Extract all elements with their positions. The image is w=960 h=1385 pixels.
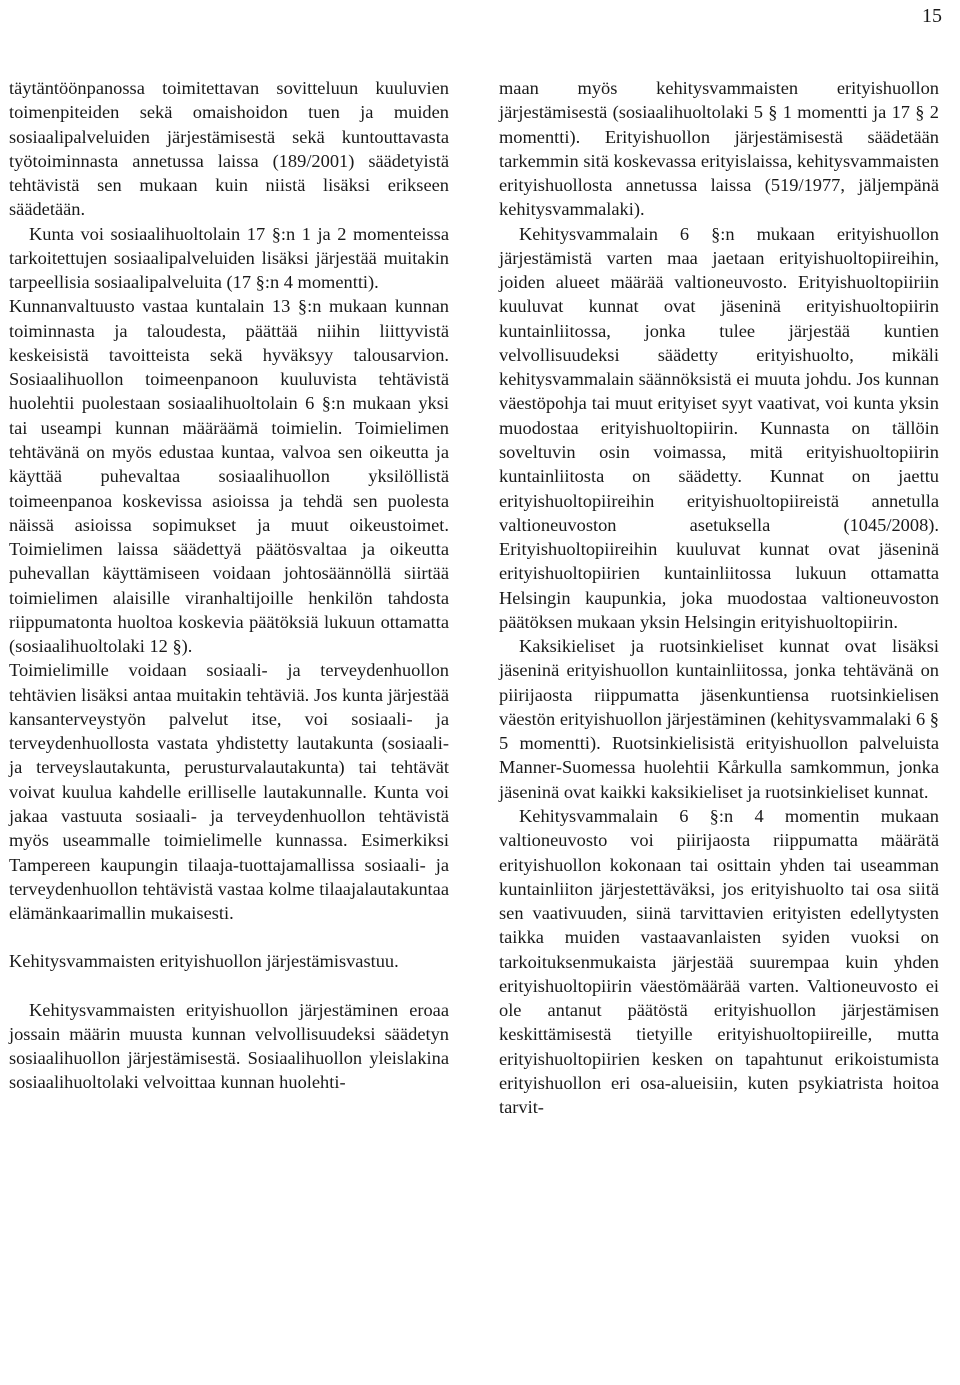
paragraph: Kaksikieliset ja ruotsinkieliset kunnat ovat lisäksi jäseninä erityishuollon kuntainliitossa, jonka tehtävänä on piirijaosta riippumatta jäsenkuntiensa ruotsinkielisen väestön erityishuollon järjestäminen (kehitysvammalaki 6 § 5 momentti). Ruotsinkielisistä erityishuollon palveluista Manner-Suomessa huolehtii Kårkulla samkommun, jonka jäseninä ovat kaikki kaksikieliset ja ruotsinkieliset kunnat. <box>499 636 939 802</box>
paragraph: Toimielimille voidaan sosiaali- ja terveydenhuollon tehtävien lisäksi antaa muitakin tehtäviä. Jos kunta järjestää kansanterveystyön palvelut itse, voi sosiaali- ja terveydenhuollosta vastata yhdistetty lautakunta (sosiaali- ja terveyslautakunta, perusturvalautakunta) tai tehtävät voivat kuulua kahdelle erilliselle lautakunnalle. Kunta voi jakaa vastuuta sosiaali- ja terveydenhuollon tehtävistä myös useammalle toimielimelle kunnassa. Esimerkiksi Tampereen kaupungin tilaaja-tuottajamallissa sosiaali- ja terveydenhuollon tehtävistä vastaa kolme tilaajalautakuntaa elämänkaarimallin mukaisesti. <box>9 660 449 924</box>
paragraph: Kehitysvammalain 6 §:n 4 momentin mukaan valtioneuvosto voi piirijaosta riippumatta määrätä erityishuollon kokonaan tai osittain yhden tai useamman kuntainliiton järjestettäväksi, jos erityishuolto tai osa siitä sen vaativuuden, siinä tarvittavien erityisten edellytysten taikka muiden vastaavanlaisten syiden vuoksi on tarkoituksenmukaista järjestää suurempaa kuin yhden erityishuoltopiirin väestömäärää varten. Valtioneuvosto ei ole antanut päätöstä erityishuollon järjestämisen keskittämisestä tietyille erityishuoltopiireille, mutta erityishuoltopiirien kesken on tapahtunut erikoistumista erityishuollon eri osa-alueisiin, kuten psykiatrista hoitoa tarvit- <box>499 805 939 1118</box>
left-column <box>9 76 449 1095</box>
paragraph: täytäntöönpanossa toimitettavan sovitteluun kuuluvien toimenpiteiden sekä omaishoidon tuen ja muiden sosiaalipalveluiden järjestämisestä sekä kuntouttavasta työtoiminnasta annetussa laissa (189/2001) säädetyistä tehtävistä sen mukaan kuin niistä lisäksi erikseen säädetään. <box>9 78 449 220</box>
paragraph: Kehitysvammaisten erityishuollon järjestäminen eroaa jossain määrin muusta kunnan velvollisuudeksi säädetyn sosiaalihuollon järjestämisestä. Sosiaalihuollon yleislakina sosiaalihuoltolaki velvoittaa kunnan huolehti- <box>9 999 449 1093</box>
section-heading: Kehitysvammaisten erityishuollon järjestämisvastuu. <box>9 951 399 972</box>
page-number: 15 <box>922 5 942 27</box>
right-column <box>499 76 939 1119</box>
paragraph: Kunnanvaltuusto vastaa kuntalain 13 §:n mukaan kunnan toiminnasta ja taloudesta, päättää niihin liittyvistä keskeisistä tavoitteista sekä hyväksyy talousarvion. Sosiaalihuollon toimeenpanoon kuuluvista tehtävistä huolehtii puolestaan sosiaalihuoltolain 6 §:n mukaan yksi tai useampi kunnan määräämä toimielin. Toimielimen tehtävänä on myös edustaa kuntaa, valvoa sen oikeutta ja käyttää puhevaltaa sosiaalihuollon yksilöllistä toimeenpanoa koskevissa asioissa ja tehdä sen puolesta näissä asioissa sopimukset ja muut oikeustoimet. Toimielimen laissa säädettyä päätösvaltaa ja oikeutta puhevallan käyttämiseen voidaan johtosäännöllä siirtää toimielimen alaisille viranhaltijoille henkilön tahdosta riippumatonta huoltoa koskevia päätöksiä lukuun ottamatta (sosiaalihuoltolaki 12 §). <box>9 296 449 657</box>
paragraph: maan myös kehitysvammaisten erityishuollon järjestämisestä (sosiaalihuoltolaki 5 § 1 momentti ja 17 § 2 momentti). Erityishuollon järjestämisestä säädetään tarkemmin sitä koskevassa erityislaissa, kehitysvammaisten erityishuollosta annetussa laissa (519/1977, jäljempänä kehitysvammalaki). <box>499 78 939 220</box>
paragraph: Kunta voi sosiaalihuoltolain 17 §:n 1 ja 2 momenteissa tarkoitettujen sosiaalipalveluiden lisäksi järjestää muitakin tarpeellisia sosiaalipalveluita (17 §:n 4 momentti). <box>9 223 449 293</box>
paragraph: Kehitysvammalain 6 §:n mukaan erityishuollon järjestämistä varten maa jaetaan erityishuoltopiireihin, joiden alueet määrää valtioneuvosto. Erityishuoltopiiriin kuuluvat kunnat ovat jäseninä erityishuoltopiirin kuntainliitossa, jonka tulee järjestää kuntien velvollisuudeksi säädetty erityishuolto, mikäli kehitysvammalain säännöksistä ei muuta johdu. Jos kunnan väestöpohja tai muut erityiset syyt vaativat, voi kunta yksin muodostaa erityishuoltopiirin. Kunnasta on tällöin soveltuvin osin voimassa, mitä erityishuoltopiirin kuntainliitosta on säädetty. Kunnat on jaettu erityishuoltopiireihin erityishuoltopiireistä annetulla valtioneuvoston asetuksella (1045/2008). Erityishuoltopiireihin kuuluvat kunnat ovat jäseninä erityishuoltopiirien kuntainliitossa lukuun ottamatta Helsingin kaupunkia, joka muodostaa valtioneuvoston päätöksen mukaan yksin Helsingin erityishuoltopiirin. <box>499 223 939 632</box>
